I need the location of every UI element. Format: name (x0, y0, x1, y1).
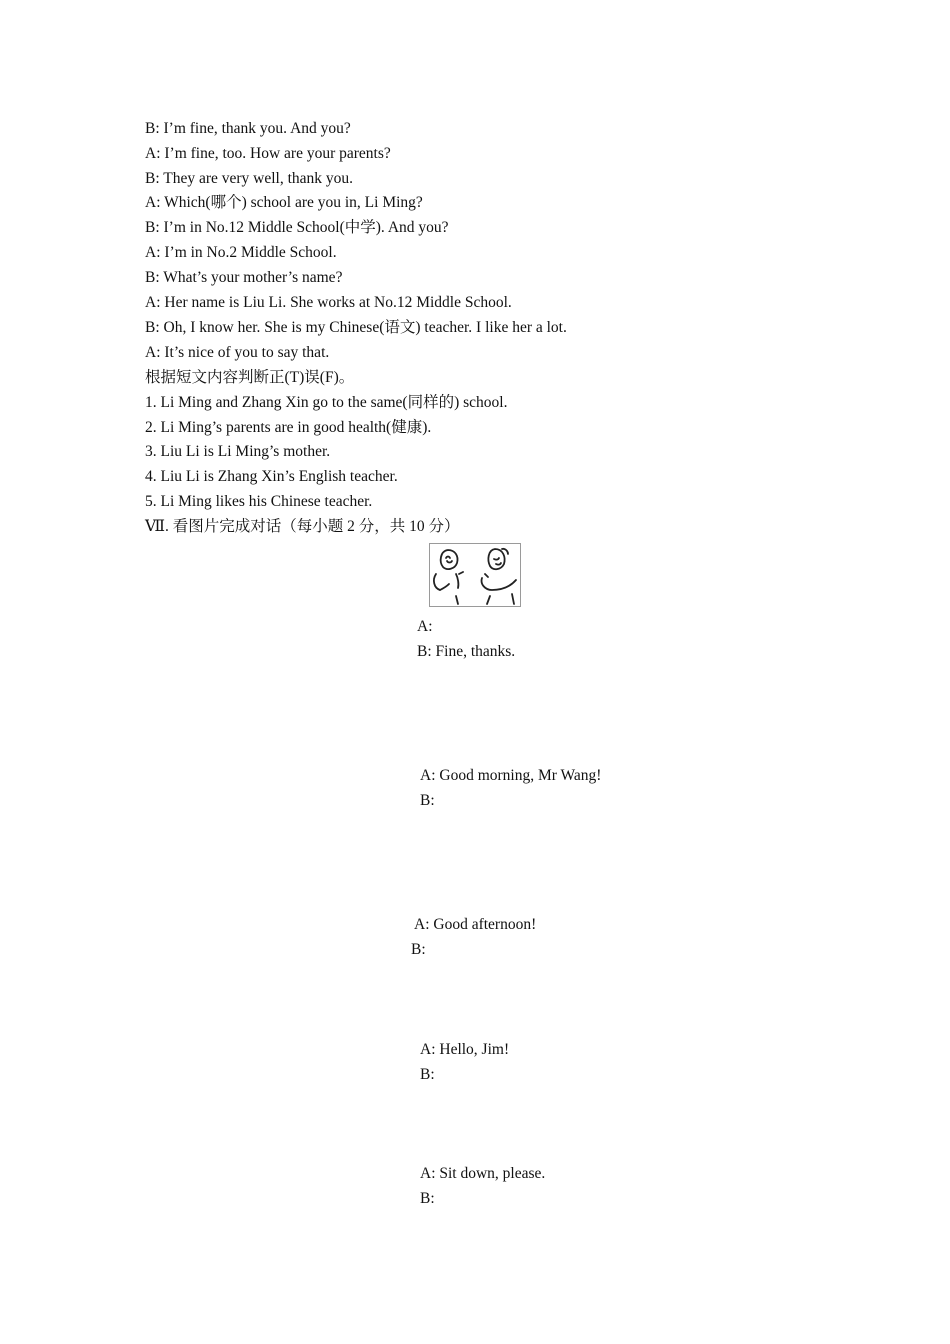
tf-item: 5. Li Ming likes his Chinese teacher. (145, 493, 373, 510)
picture-dialog-a: A: Sit down, please. (420, 1165, 546, 1182)
picture-dialog-b: B: (420, 1190, 435, 1207)
dialogue-line: B: I’m in No.12 Middle School(中学). And you? (145, 219, 449, 236)
dialogue-line: A: Which(哪个) school are you in, Li Ming? (145, 194, 423, 211)
dialogue-line: B: Oh, I know her. She is my Chinese(语文) teacher. I like her a lot. (145, 319, 567, 336)
dialogue-line: B: I’m fine, thank you. And you? (145, 120, 351, 137)
tf-item: 1. Li Ming and Zhang Xin go to the same(同样的) school. (145, 394, 508, 411)
picture-dialog-a: A: Hello, Jim! (420, 1041, 510, 1058)
picture-dialog-a: A: Good morning, Mr Wang! (420, 767, 602, 784)
picture-dialog-b: B: Fine, thanks. (417, 643, 516, 660)
tf-item: 4. Liu Li is Zhang Xin’s English teacher. (145, 468, 398, 485)
section-heading: Ⅶ. 看图片完成对话（每小题 2 分，共 10 分） (145, 518, 460, 535)
picture-dialog-b: B: (420, 1066, 435, 1083)
tf-item: 3. Liu Li is Li Ming’s mother. (145, 443, 331, 460)
dialogue-line: A: I’m fine, too. How are your parents? (145, 145, 391, 162)
tf-item: 2. Li Ming’s parents are in good health(健康). (145, 419, 432, 436)
picture-dialog-a: A: (417, 618, 433, 635)
two-people-sketch (430, 544, 520, 606)
dialogue-line: B: They are very well, thank you. (145, 170, 354, 187)
picture-dialog-b: B: (411, 941, 426, 958)
greeting-picture (429, 543, 521, 607)
dialogue-line: A: I’m in No.2 Middle School. (145, 244, 337, 261)
picture-dialog-a: A: Good afternoon! (414, 916, 537, 933)
dialogue-line: B: What’s your mother’s name? (145, 269, 343, 286)
dialogue-line: A: Her name is Liu Li. She works at No.12 Middle School. (145, 294, 512, 311)
picture-dialog-b: B: (420, 792, 435, 809)
tf-instruction: 根据短文内容判断正(T)误(F)。 (145, 369, 355, 386)
dialogue-line: A: It’s nice of you to say that. (145, 344, 330, 361)
